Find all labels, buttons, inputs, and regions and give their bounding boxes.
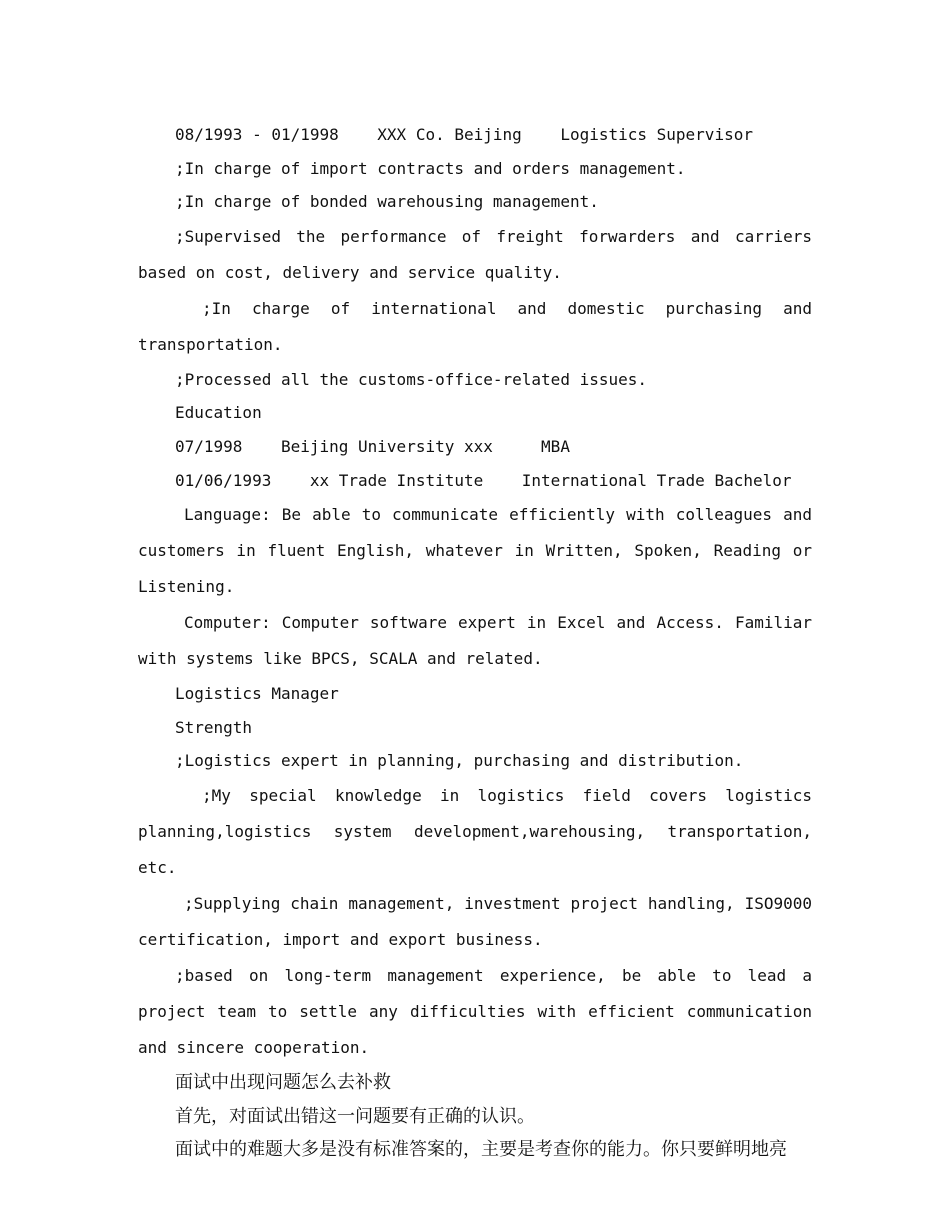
computer-skills: Computer: Computer software expert in Excel and Access. Familiar with systems like BPCS, SCALA and related. bbox=[138, 613, 822, 669]
education-entry-bachelor: 01/06/1993 xx Trade Institute International Trade Bachelor bbox=[175, 470, 792, 490]
duty-supervised-forwarders: ;Supervised the performance of freight forwarders and carriers based on cost, delivery and service quality. bbox=[138, 226, 822, 282]
job-entry-logistics-supervisor: 08/1993 - 01/1998 XXX Co. Beijing Logistics Supervisor bbox=[175, 125, 753, 144]
section-heading-strength: Strength bbox=[175, 717, 253, 737]
duty-purchasing-transportation: ;In charge of international and domestic purchasing and transportation. bbox=[138, 298, 822, 354]
position-title: Logistics Manager bbox=[175, 684, 339, 704]
document-body bbox=[138, 118, 822, 1167]
section-heading-interview-remedy: 面试中出现问题怎么去补救 bbox=[175, 1071, 391, 1093]
language-skills: Language: Be able to communicate efficiently with colleagues and customers in fluent English, whatever in Written, Spoken, Reading or Listening. bbox=[138, 505, 822, 597]
interview-paragraph-1: 首先，对面试出错这一问题要有正确的认识。 bbox=[175, 1105, 535, 1127]
strength-supply-chain: ;Supplying chain management, investment project handling, ISO9000 certification, import and export business. bbox=[138, 893, 822, 949]
strength-logistics-expert: ;Logistics expert in planning, purchasing and distribution. bbox=[175, 751, 744, 771]
interview-paragraph-2: 面试中的难题大多是没有标准答案的，主要是考查你的能力。你只要鲜明地亮 bbox=[175, 1139, 787, 1161]
duty-bonded-warehousing: ;In charge of bonded warehousing management. bbox=[175, 192, 599, 212]
duty-import-contracts: ;In charge of import contracts and orders management. bbox=[175, 158, 686, 178]
duty-customs-issues: ;Processed all the customs-office-related issues. bbox=[175, 369, 648, 389]
section-heading-education: Education bbox=[175, 403, 262, 423]
strength-special-knowledge: ;My special knowledge in logistics field covers logistics planning,logistics system development,warehousing, transportation, etc. bbox=[138, 785, 822, 877]
education-entry-mba: 07/1998 Beijing University xxx MBA bbox=[175, 436, 570, 456]
strength-team-leadership: ;based on long-term management experience, be able to lead a project team to settle any difficulties with efficient communication and sincere cooperation. bbox=[138, 965, 822, 1057]
